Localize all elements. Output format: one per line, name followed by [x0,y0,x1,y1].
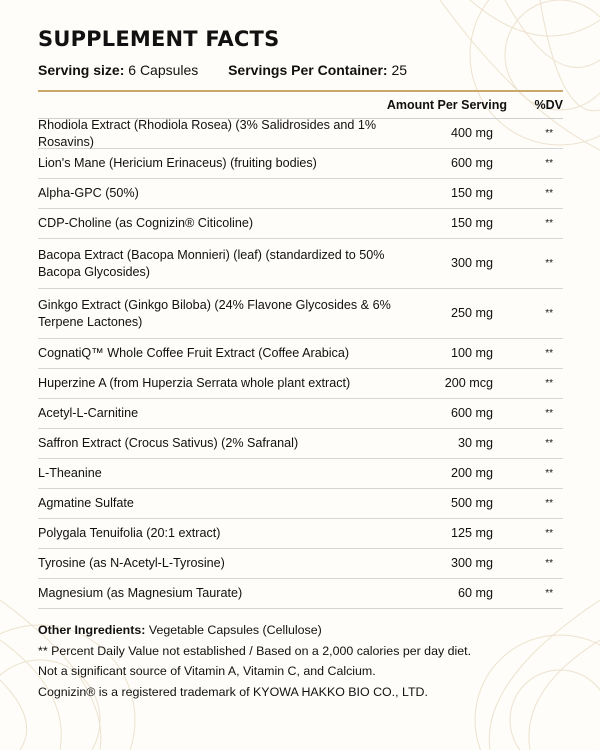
other-ingredients-label: Other Ingredients: [38,623,146,637]
ingredient-dv: ** [545,188,553,199]
ingredient-dv: ** [545,218,553,229]
ingredient-table [38,119,563,609]
ingredient-amount: 100 mg [450,346,493,360]
ingredient-dv: ** [545,348,553,359]
ingredient-dv: ** [545,558,553,569]
ingredient-amount: 500 mg [450,496,493,510]
serving-info [38,60,563,80]
servings-per-container-label: Servings Per Container: [228,62,388,78]
ingredient-amount: 125 mg [450,526,493,540]
ingredient-name: Huperzine A (from Huperzia Serrata whole plant extract) [38,376,351,390]
ingredient-name: Bacopa Extract (Bacopa Monnieri) (leaf) (standardized to 50% Bacopa Glycosides) [38,247,385,279]
ingredient-name: Polygala Tenuifolia (20:1 extract) [38,526,221,540]
serving-size-label: Serving size: [38,62,125,78]
ingredient-name: Agmatine Sulfate [38,496,134,510]
table-row [38,579,563,609]
table-row [38,289,563,339]
ingredient-name: CognatiQ™ Whole Coffee Fruit Extract (Coffee Arabica) [38,346,350,360]
other-ingredients-value: Vegetable Capsules (Cellulose) [148,623,322,637]
ingredient-dv: ** [545,468,553,479]
ingredient-dv: ** [545,378,553,389]
trademark-note: Cognizin® is a registered trademark of KYOWA HAKKO BIO CO., LTD. [38,684,428,699]
ingredient-dv: ** [545,588,553,599]
servings-per-container-value: 25 [391,62,408,78]
ingredient-dv: ** [545,438,553,449]
ingredient-amount: 600 mg [450,406,493,420]
ingredient-amount: 60 mg [457,586,493,600]
ingredient-name: Saffron Extract (Crocus Sativus) (2% Safranal) [38,436,299,450]
table-row [38,459,563,489]
table-row [38,429,563,459]
table-row [38,209,563,239]
ingredient-amount: 300 mg [450,556,493,570]
ingredient-dv: ** [545,258,553,269]
ingredient-dv: ** [545,528,553,539]
table-row [38,549,563,579]
ingredient-amount: 600 mg [450,156,493,170]
table-row [38,149,563,179]
ingredient-amount: 150 mg [450,186,493,200]
ingredient-name: L-Theanine [38,466,102,480]
ingredient-name: Ginkgo Extract (Ginkgo Biloba) (24% Flavone Glycosides & 6% Terpene Lactones) [38,297,391,329]
panel-title: SUPPLEMENT FACTS [38,27,280,51]
ingredient-name: Lion's Mane (Hericium Erinaceus) (fruiting bodies) [38,156,317,170]
table-header [38,92,563,119]
ingredient-name: Tyrosine (as N-Acetyl-L-Tyrosine) [38,556,225,570]
table-row [38,239,563,289]
table-row [38,179,563,209]
ingredient-name: Alpha-GPC (50%) [38,186,139,200]
ingredient-name: Acetyl-L-Carnitine [38,406,139,420]
vitamin-note: Not a significant source of Vitamin A, Vitamin C, and Calcium. [38,664,376,678]
table-row [38,399,563,429]
header-dv: %DV [534,98,563,112]
ingredient-name: Magnesium (as Magnesium Taurate) [38,586,243,600]
table-row [38,489,563,519]
table-row [38,369,563,399]
ingredient-dv: ** [545,128,553,139]
table-row [38,119,563,149]
ingredient-amount: 250 mg [450,306,493,320]
footer-notes [38,620,563,702]
ingredient-amount: 300 mg [450,256,493,270]
ingredient-dv: ** [545,308,553,319]
ingredient-amount: 200 mcg [444,376,493,390]
dv-note: ** Percent Daily Value not established / Based on a 2,000 calories per day diet. [38,643,472,658]
ingredient-name: CDP-Choline (as Cognizin® Citicoline) [38,216,254,230]
header-amount: Amount Per Serving [386,98,507,112]
ingredient-amount: 400 mg [450,126,493,140]
ingredient-amount: 200 mg [450,466,493,480]
table-row [38,339,563,369]
ingredient-name: Rhodiola Extract (Rhodiola Rosea) (3% Salidrosides and 1% Rosavins) [38,117,377,149]
ingredient-dv: ** [545,408,553,419]
supplement-facts-panel [38,24,563,702]
other-ingredients [38,620,563,641]
table-row [38,519,563,549]
ingredient-amount: 30 mg [457,436,493,450]
ingredient-dv: ** [545,158,553,169]
ingredient-dv: ** [545,498,553,509]
ingredient-amount: 150 mg [450,216,493,230]
serving-size-value: 6 Capsules [128,62,199,78]
